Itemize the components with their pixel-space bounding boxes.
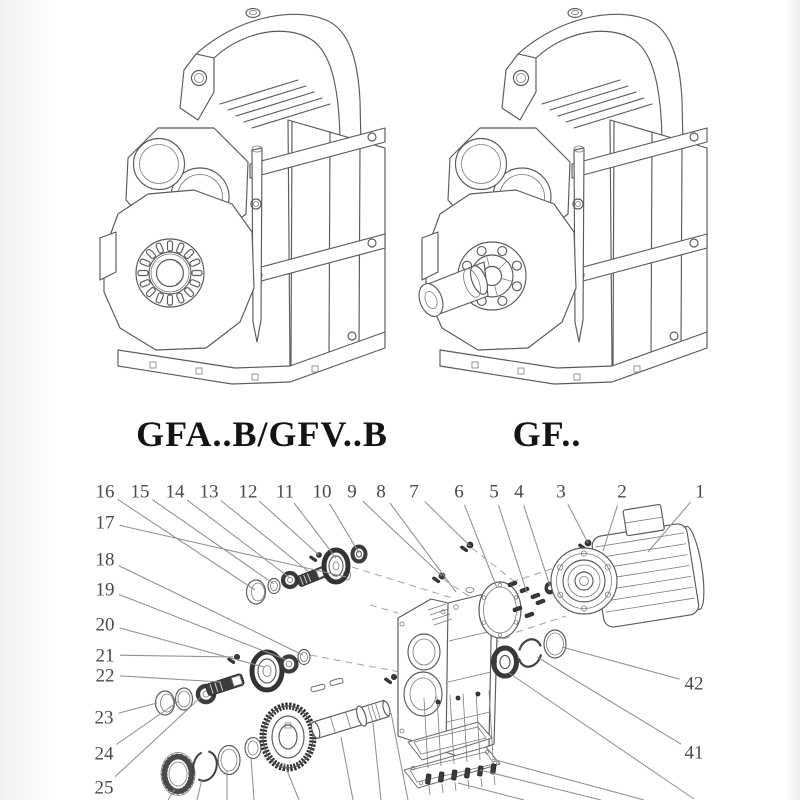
retaining-ring bbox=[544, 630, 566, 658]
middle-gear bbox=[252, 652, 282, 690]
leader-line-7 bbox=[425, 502, 470, 547]
model-label-left: GFA..B/GFV..B bbox=[136, 414, 388, 454]
exploded-view bbox=[95, 482, 709, 800]
callout-label-6: 6 bbox=[454, 481, 464, 503]
roller-bearing bbox=[161, 753, 195, 796]
leader-line-12 bbox=[259, 501, 319, 555]
callout-label-17: 17 bbox=[95, 512, 115, 534]
callout-label-21: 21 bbox=[95, 645, 115, 667]
leader-line-16 bbox=[118, 499, 256, 590]
callout-label-11: 11 bbox=[275, 481, 295, 503]
leader-line-14 bbox=[187, 500, 290, 578]
leader-line-11 bbox=[294, 503, 336, 558]
cooling-fins bbox=[542, 80, 652, 128]
callout-label-15: 15 bbox=[130, 481, 150, 503]
cooling-fins bbox=[220, 80, 330, 128]
circlip bbox=[515, 636, 545, 670]
washer bbox=[245, 738, 261, 759]
leader-line-21 bbox=[120, 655, 233, 657]
leader-line-42 bbox=[562, 647, 680, 679]
oil-plug bbox=[246, 9, 260, 18]
leader-line-10 bbox=[330, 504, 359, 553]
collar bbox=[353, 547, 366, 562]
callout-label-19: 19 bbox=[95, 579, 115, 601]
callout-label-7: 7 bbox=[409, 481, 419, 503]
leader-line-3 bbox=[568, 504, 588, 543]
oil-plug bbox=[568, 9, 582, 18]
lifting-arch bbox=[180, 14, 361, 146]
output-gear bbox=[263, 706, 313, 768]
callout-label-2: 2 bbox=[617, 481, 627, 503]
oil-seal bbox=[492, 646, 519, 678]
callout-label-12: 12 bbox=[238, 481, 258, 503]
leader-line-23 bbox=[119, 703, 158, 713]
callout-label-25: 25 bbox=[94, 777, 114, 799]
mounting-foot bbox=[100, 232, 116, 280]
callout-label-8: 8 bbox=[376, 481, 386, 503]
spacer-ring bbox=[218, 746, 240, 775]
callout-label-20: 20 bbox=[95, 614, 115, 636]
callout-label-16: 16 bbox=[95, 481, 115, 503]
upper-shaft-assembly bbox=[247, 547, 366, 605]
housing-bolt bbox=[384, 674, 397, 684]
output-assembly bbox=[161, 678, 392, 796]
tiny-bolt bbox=[309, 553, 321, 562]
gearbox-drawing-left bbox=[100, 9, 385, 385]
leader-line-8 bbox=[390, 503, 456, 592]
leader-line-22 bbox=[120, 676, 221, 682]
housing-column bbox=[250, 120, 385, 368]
leader-line-41 bbox=[537, 657, 681, 744]
callout-label-18: 18 bbox=[95, 549, 115, 571]
output-flange bbox=[426, 190, 576, 350]
callout-label-3: 3 bbox=[556, 481, 566, 503]
housing-column bbox=[572, 120, 707, 368]
callout-label-9: 9 bbox=[347, 481, 357, 503]
callout-label-4: 4 bbox=[514, 481, 524, 503]
front-pillar bbox=[252, 146, 262, 342]
output-flange bbox=[104, 190, 254, 350]
vent-bolt bbox=[460, 542, 473, 552]
callout-label-22: 22 bbox=[95, 665, 115, 687]
callout-label-10: 10 bbox=[312, 481, 332, 503]
callout-label-13: 13 bbox=[199, 481, 219, 503]
hollow-shaft bbox=[309, 698, 392, 742]
callout-label-1: 1 bbox=[695, 481, 705, 503]
callout-label-24: 24 bbox=[94, 743, 114, 765]
callout-label-23: 23 bbox=[94, 707, 114, 729]
leader-line-20 bbox=[120, 628, 265, 667]
leader-line-24 bbox=[116, 701, 179, 745]
leader-line-9 bbox=[363, 501, 442, 576]
mounting-foot bbox=[422, 232, 438, 280]
model-label-right: GF.. bbox=[512, 414, 582, 454]
gearbox-drawing-right bbox=[415, 9, 707, 385]
motor bbox=[551, 499, 709, 628]
callout-label-5: 5 bbox=[489, 481, 499, 503]
lifting-arch bbox=[502, 14, 683, 146]
key bbox=[311, 684, 326, 692]
front-pillar bbox=[574, 146, 584, 342]
leader-line-17 bbox=[120, 525, 346, 577]
callout-label-14: 14 bbox=[165, 481, 185, 503]
callout-label-42: 42 bbox=[684, 673, 704, 695]
leader-line-15 bbox=[152, 500, 274, 584]
callout-label-41: 41 bbox=[684, 742, 704, 764]
key bbox=[330, 678, 344, 686]
small-gear bbox=[324, 550, 348, 582]
